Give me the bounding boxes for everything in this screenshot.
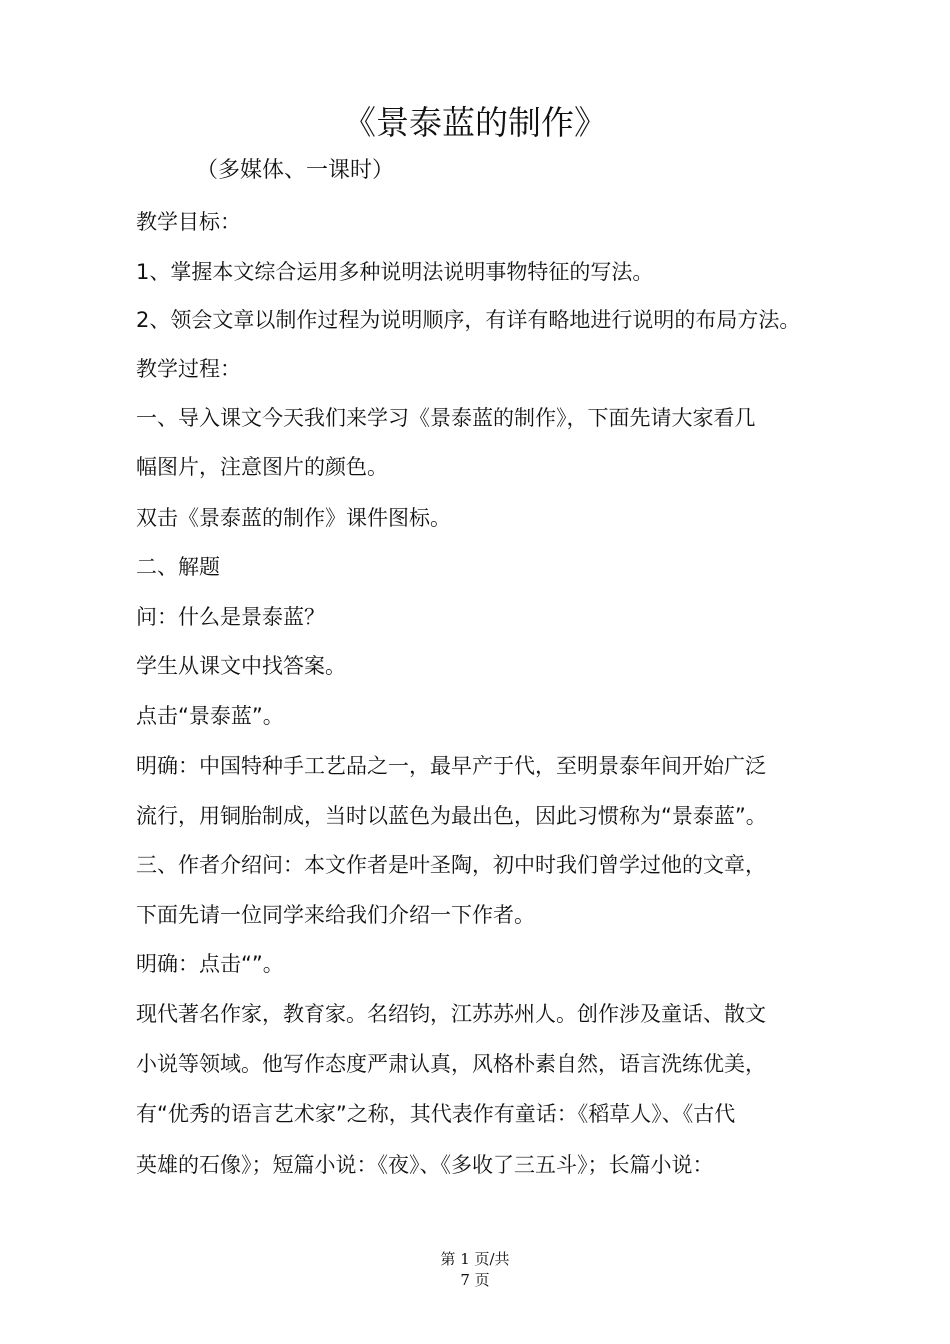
body-line: 明确：点击“”。 (136, 952, 284, 976)
section-heading-objectives: 教学目标： (136, 210, 241, 234)
page-number-line2: 7 页 (460, 1271, 490, 1289)
body-line: 幅图片，注意图片的颜色。 (136, 455, 388, 479)
page-number-line1: 第 1 页/共 (440, 1250, 510, 1268)
objective-2: 2、领会文章以制作过程为说明顺序，有详有略地进行说明的布局方法。 (136, 308, 801, 332)
section-heading-process: 教学过程： (136, 357, 241, 381)
body-line: 下面先请一位同学来给我们介绍一下作者。 (136, 903, 535, 927)
body-line: 有“优秀的语言艺术家”之称，其代表作有童话：《稻草人》、《古代 (136, 1102, 736, 1126)
document-title: 《景泰蓝的制作》 (343, 103, 607, 142)
body-line: 二、解题 (136, 555, 220, 579)
body-line: 三、作者介绍问：本文作者是叶圣陶，初中时我们曾学过他的文章， (136, 853, 766, 877)
body-line: 英雄的石像》；短篇小说：《夜》、《多收了三五斗》；长篇小说： (136, 1153, 714, 1177)
body-line: 明确：中国特种手工艺品之一，最早产于代，至明景泰年间开始广泛 (136, 754, 766, 778)
body-line: 流行，用铜胎制成，当时以蓝色为最出色，因此习惯称为“景泰蓝”。 (136, 804, 767, 828)
body-line: 问：什么是景泰蓝？ (136, 605, 325, 629)
body-line: 学生从课文中找答案。 (136, 654, 346, 678)
body-line: 现代著名作家，教育家。名绍钧，江苏苏州人。创作涉及童话、散文 (136, 1002, 766, 1026)
objective-1: 1、掌握本文综合运用多种说明法说明事物特征的写法。 (136, 260, 654, 284)
body-line: 双击《景泰蓝的制作》课件图标。 (136, 506, 451, 530)
body-line: 点击“景泰蓝”。 (136, 704, 284, 728)
document-subtitle: （多媒体、一课时） (196, 158, 395, 183)
body-line: 一、导入课文今天我们来学习《景泰蓝的制作》，下面先请大家看几 (136, 406, 756, 430)
body-line: 小说等领域。他写作态度严肃认真，风格朴素自然，语言洗练优美， (136, 1052, 766, 1076)
